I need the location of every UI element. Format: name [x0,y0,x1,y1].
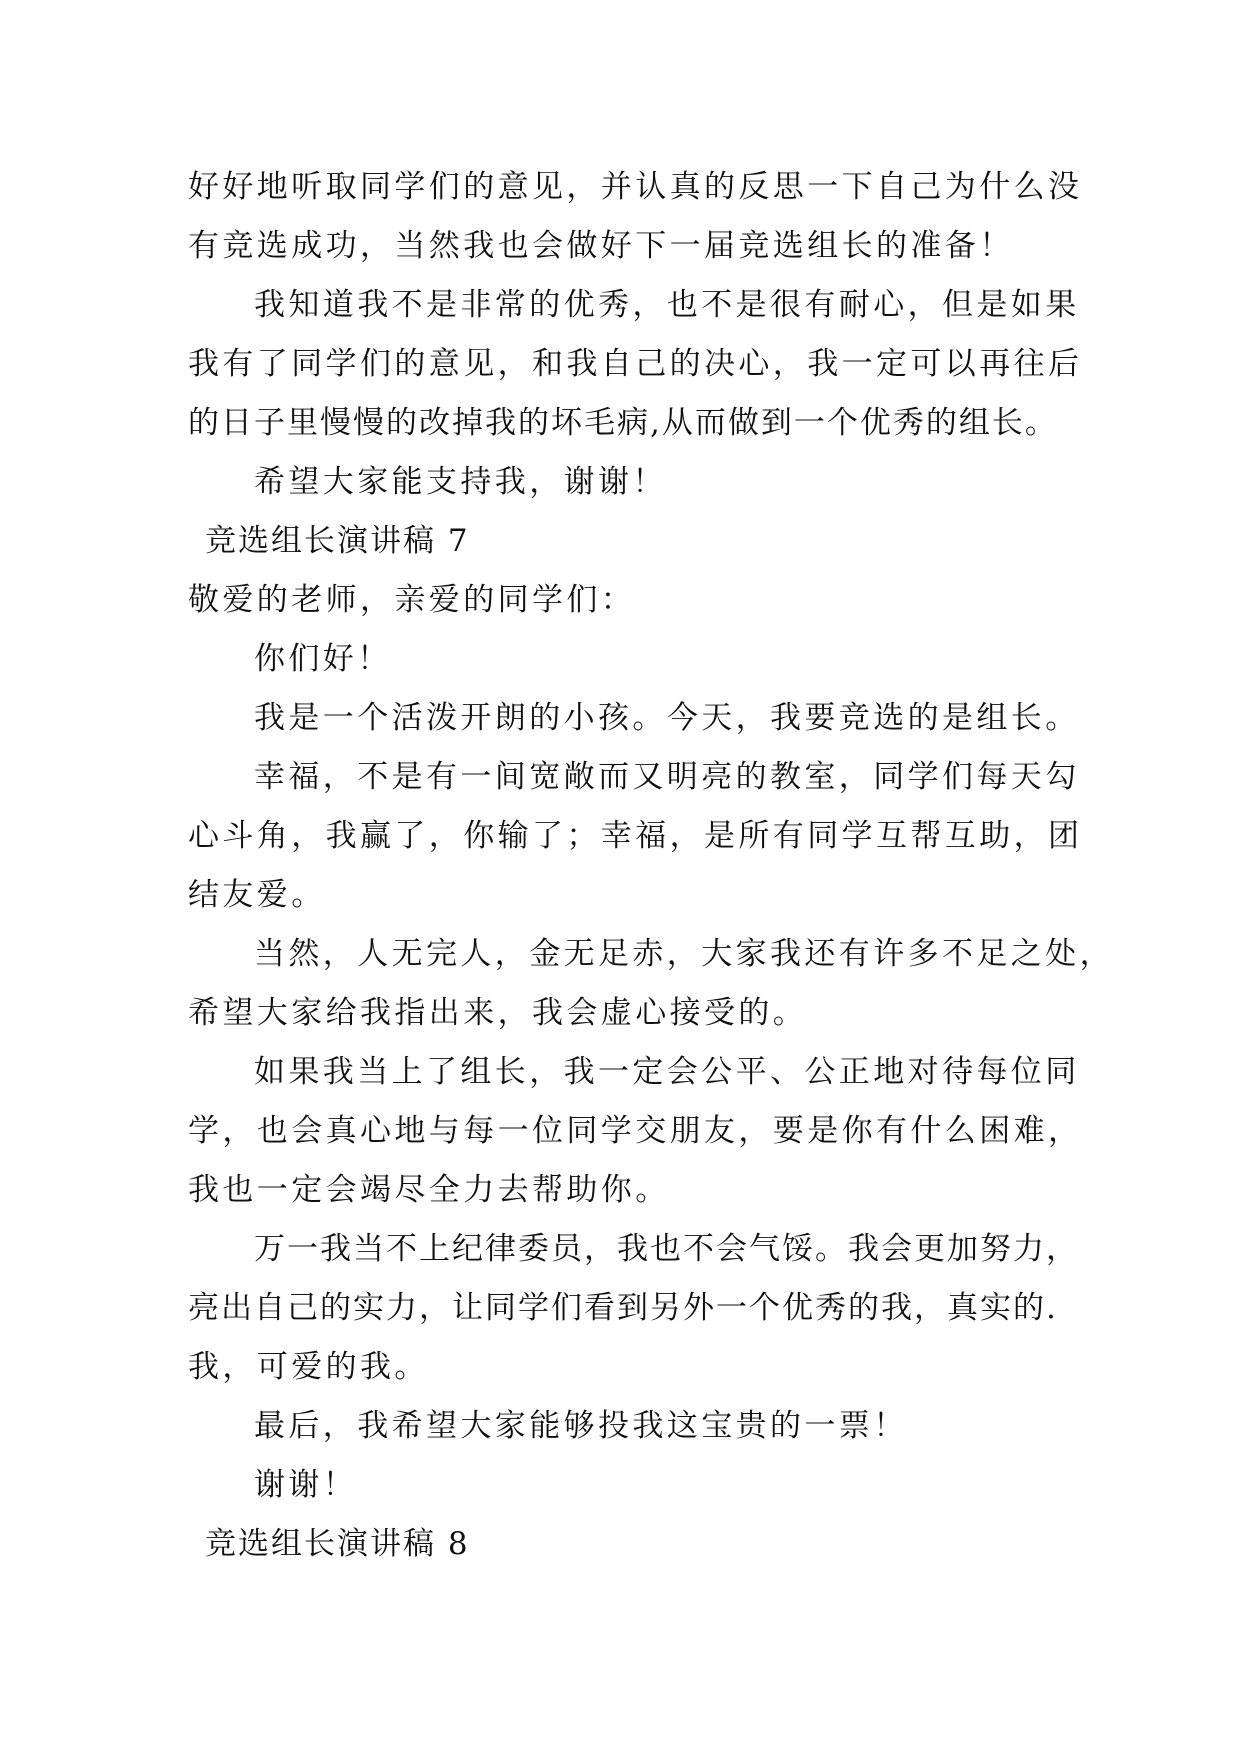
section-heading: 竞选组长演讲稿 7 [205,523,470,559]
paragraph-line: 学，也会真心地与每一位同学交朋友，要是你有什么困难， [188,1113,1083,1149]
section-heading: 竞选组长演讲稿 8 [205,1526,470,1562]
paragraph-line: 的日子里慢慢的改掉我的坏毛病,从而做到一个优秀的组长。 [188,405,1058,441]
paragraph-line: 万一我当不上纪律委员，我也不会气馁。我会更加努力， [254,1231,1079,1267]
paragraph-line: 如果我当上了组长，我一定会公平、公正地对待每位同 [254,1054,1080,1090]
paragraph-line: 当然，人无完人，金无足赤，大家我还有许多不足之处， [254,936,1114,972]
paragraph-line: 好好地听取同学们的意见，并认真的反思一下自己为什么没 [188,169,1083,205]
paragraph-line: 我知道我不是非常的优秀，也不是很有耐心，但是如果 [254,287,1080,323]
paragraph-line: 亮出自己的实力，让同学们看到另外一个优秀的我，真实的. [188,1290,1058,1326]
closing-line: 谢谢！ [254,1467,358,1503]
paragraph-line: 我也一定会竭尽全力去帮助你。 [188,1172,670,1208]
greeting-line: 你们好！ [254,641,392,677]
paragraph-line: 幸福，不是有一间宽敞而又明亮的教室，同学们每天勾 [254,759,1080,795]
document-body [188,158,1114,1574]
paragraph-line: 结友爱。 [188,877,326,913]
paragraph-line: 最后，我希望大家能够投我这宝贵的一票！ [254,1408,908,1444]
paragraph-line: 我，可爱的我。 [188,1349,429,1385]
paragraph-line: 心斗角，我赢了，你输了；幸福，是所有同学互帮互助，团 [188,818,1083,854]
salutation-line: 敬爱的老师，亲爱的同学们： [188,582,636,618]
paragraph-line: 我是一个活泼开朗的小孩。今天，我要竞选的是组长。 [254,700,1080,736]
paragraph-line: 我有了同学们的意见，和我自己的决心，我一定可以再往后 [188,346,1083,382]
paragraph-line: 有竞选成功，当然我也会做好下一届竞选组长的准备！ [188,228,1014,264]
paragraph-line: 希望大家能支持我，谢谢！ [254,464,667,500]
paragraph-line: 希望大家给我指出来，我会虚心接受的。 [188,995,808,1031]
